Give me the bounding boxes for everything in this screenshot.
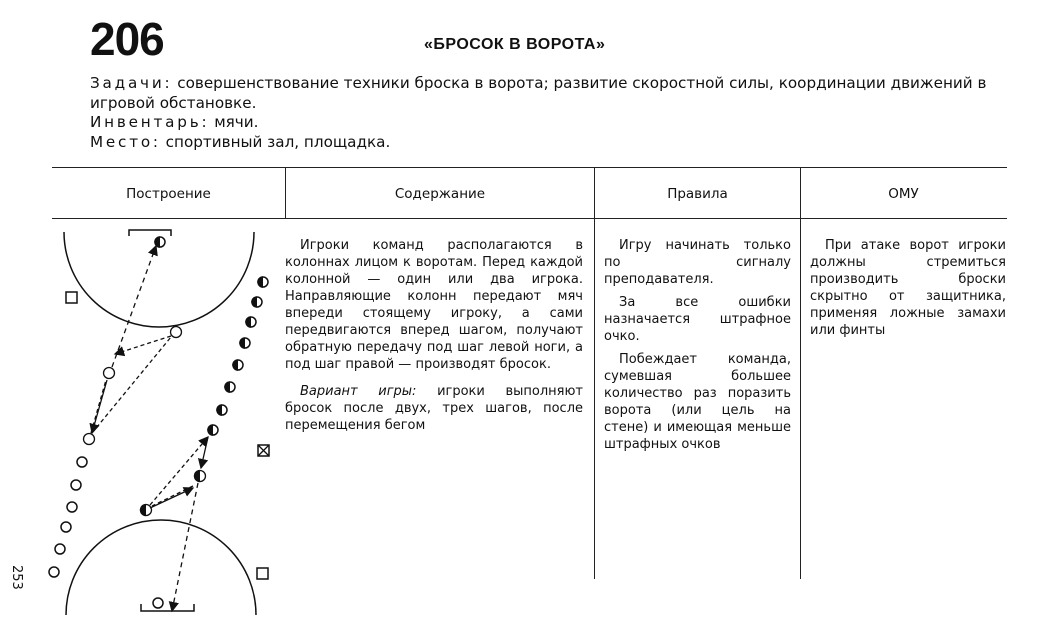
place-label: Место: bbox=[90, 132, 161, 151]
rule-2: За все ошибки назначается штрафное очко. bbox=[604, 295, 791, 344]
equipment-label: Инвентарь: bbox=[90, 113, 210, 131]
marker-square bbox=[257, 568, 268, 579]
variant-label: Вариант игры: bbox=[300, 384, 417, 399]
crossed-square-marker bbox=[258, 445, 269, 456]
left-column-players bbox=[49, 457, 87, 577]
left-attack-scheme bbox=[84, 246, 182, 445]
right-column-players bbox=[208, 277, 268, 435]
rule-1: Игру начинать только по сигналу преподавателя. bbox=[604, 238, 791, 287]
content-paragraph: Игроки команд располагаются в колоннах лицом к воротам. Перед каждой колонной — один или два игрока. Направляющие колонн передают мяч впереди стоящему игроку, а сами передвигаются вперед шагом, получают обратную передачу под шаг левой ноги, а под шаг правой — производят бросок. bbox=[285, 238, 583, 372]
header-content: Содержание bbox=[394, 186, 486, 202]
place-text: спортивный зал, площадка. bbox=[160, 132, 391, 151]
exercise-title: «БРОСОК В ВОРОТА» bbox=[424, 36, 606, 53]
variant-text: игроки выполняют бросок после двух, трех шагов, после перемещения бегом bbox=[285, 384, 584, 433]
top-goal bbox=[129, 230, 171, 236]
marker-square bbox=[66, 292, 77, 303]
right-attack-scheme bbox=[141, 437, 209, 611]
top-goalkeeper bbox=[155, 237, 165, 247]
omu-text: При атаке ворот игроки должны стремиться производить броски скрытно от защитника, применяя ложные замахи или финты bbox=[810, 238, 1006, 338]
rule-3: Побеждает команда, сумевшая большее количество раз поразить ворота (или цель на стене) и имеющая меньше штрафных очков bbox=[604, 352, 791, 452]
equipment-text: мячи. bbox=[209, 113, 259, 131]
page-number: 253 bbox=[9, 565, 24, 590]
bottom-goalkeeper bbox=[153, 598, 163, 608]
header-rules: Правила bbox=[667, 186, 728, 202]
header-omu: ОМУ bbox=[888, 186, 919, 202]
bottom-goal bbox=[141, 604, 194, 611]
header-construction: Построение bbox=[126, 186, 211, 202]
tasks-label: Задачи: bbox=[90, 74, 173, 92]
tasks-text: совершенствование техники броска в ворота; развитие скоростной силы, координации движений в игровой обстановке. bbox=[90, 74, 987, 112]
exercise-number: 206 bbox=[90, 13, 164, 65]
